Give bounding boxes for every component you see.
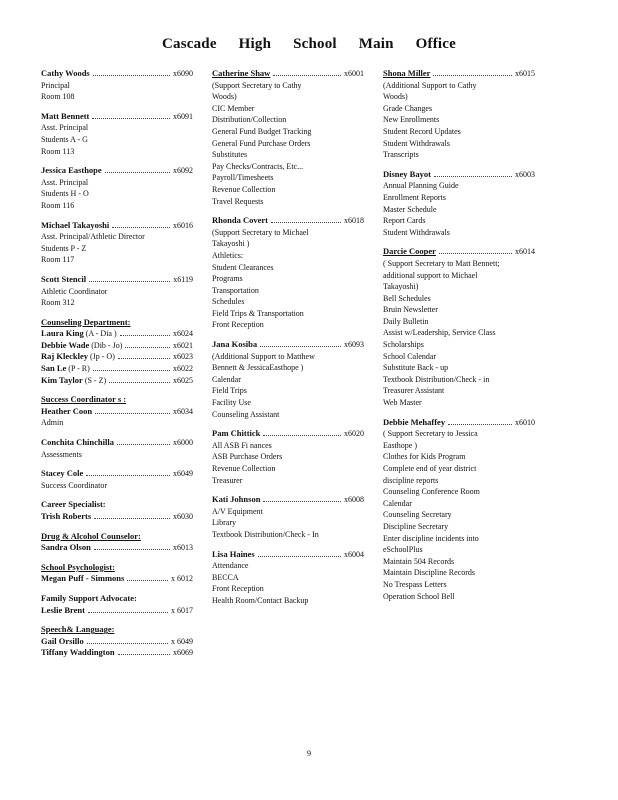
staff-duty: Athletic Coordinator [41, 286, 108, 296]
staff-duty: Attendance [212, 561, 249, 571]
speech-language-section [41, 624, 193, 659]
staff-duty: CIC Member [212, 103, 255, 113]
staff-extension: x 6012 [171, 574, 193, 584]
staff-duty: Travel Requests [212, 196, 264, 206]
staff-name: Tiffany Waddington [41, 647, 115, 658]
staff-entry [41, 437, 193, 460]
staff-entry [41, 68, 193, 103]
staff-duty: additional support to Michael [383, 270, 478, 280]
staff-duty: Room 117 [41, 255, 75, 265]
staff-duty: Student Withdrawals [383, 227, 450, 237]
family-support-section [41, 593, 193, 616]
staff-duty: Facility Use [212, 398, 251, 408]
staff-duty: Assessments [41, 449, 82, 459]
staff-duty: Asst. Principal [41, 177, 89, 187]
staff-duty: Maintain 504 Records [383, 556, 455, 566]
success-section [41, 394, 193, 429]
staff-duty: Calendar [212, 374, 241, 384]
staff-duty: Substitute Back - up [383, 363, 449, 373]
staff-duty: Discipline Secretary [383, 521, 449, 531]
staff-extension: x6010 [515, 417, 535, 427]
counselor-name: Raj Kleckley [41, 351, 88, 362]
section-header: Counseling Department: [41, 316, 131, 327]
staff-duty: Daily Bulletin [383, 316, 429, 326]
staff-name: Pam Chittick [212, 428, 261, 439]
staff-name: Jessica Easthope [41, 165, 102, 176]
staff-entry [212, 68, 364, 207]
staff-duty: Textbook Distribution/Check - In [212, 529, 319, 539]
staff-extension: x 6017 [171, 605, 193, 615]
staff-duty: (Support Secretary to Cathy [212, 80, 302, 90]
staff-name: Sandra Olson [41, 542, 91, 553]
staff-duty: Bruin Newsletter [383, 305, 438, 315]
staff-duty: Enrollment Reports [383, 192, 446, 202]
staff-duty: A/V Equipment [212, 506, 263, 516]
staff-name: Cathy Woods [41, 68, 90, 78]
column-middle [212, 68, 364, 615]
staff-name: Catherine Shaw [212, 68, 271, 78]
staff-duty: Field Trips & Transportation [212, 308, 304, 318]
counselor-range: (Dib - Jo) [91, 340, 123, 350]
staff-duty: Takayoshi ) [212, 239, 250, 249]
staff-extension: x6016 [173, 220, 193, 230]
staff-entry [383, 246, 535, 408]
staff-name: Gail Orsillo [41, 635, 84, 646]
staff-duty: Web Master [383, 398, 422, 408]
staff-extension: x6091 [173, 111, 193, 121]
staff-entry [41, 220, 193, 266]
counselor-extension: x6023 [173, 352, 193, 362]
staff-duty: Principal [41, 80, 70, 90]
staff-name: Darcie Cooper [383, 246, 436, 257]
counselor-extension: x6024 [173, 329, 193, 339]
staff-entry [41, 165, 193, 211]
section-header: Drug & Alcohol Counselor: [41, 530, 141, 541]
counselor-range: (S - Z) [84, 375, 107, 385]
staff-extension: x6119 [173, 274, 193, 284]
staff-extension: x6092 [173, 166, 193, 176]
staff-duty: ( Support Secretary to Matt Bennett; [383, 258, 500, 268]
staff-duty: Clothes for Kids Program [383, 452, 466, 462]
staff-name: Heather Coon [41, 405, 93, 416]
staff-duty: Front Reception [212, 584, 264, 594]
staff-duty: Woods) [383, 92, 408, 102]
staff-extension: x6069 [173, 648, 193, 658]
staff-duty: Bennett & JessicaEasthope ) [212, 363, 304, 373]
staff-duty: (Additional Support to Matthew [212, 351, 315, 361]
staff-name: Matt Bennett [41, 110, 90, 121]
counselor-range: (A - Dia ) [85, 329, 117, 339]
staff-entry [41, 468, 193, 491]
staff-name: Disney Bayot [383, 168, 431, 179]
staff-name: Leslie Brent [41, 604, 85, 615]
page-number: 9 [307, 749, 311, 758]
staff-extension: x6013 [173, 543, 193, 553]
staff-extension: x6014 [515, 247, 535, 257]
staff-duty: Field Trips [212, 386, 247, 396]
staff-duty: Easthope ) [383, 440, 417, 450]
staff-duty: Front Reception [212, 320, 264, 330]
staff-name: Stacey Cole [41, 468, 84, 479]
section-header: Speech& Language: [41, 624, 115, 635]
staff-entry [41, 274, 193, 309]
staff-duty: Asst. Principal [41, 123, 89, 133]
staff-duty: Operation School Bell [383, 591, 455, 601]
section-header: Family Support Advocate: [41, 592, 137, 603]
section-header: School Psychologist: [41, 561, 115, 572]
staff-extension: x6000 [173, 438, 193, 448]
staff-extension: x6090 [173, 69, 193, 78]
staff-duty: Substitutes [212, 150, 248, 160]
staff-duty: No Trespass Letters [383, 579, 447, 589]
staff-duty: Payroll/Timesheets [212, 173, 274, 183]
staff-duty: Room 312 [41, 298, 75, 308]
staff-name: Jana Kosiba [212, 339, 258, 350]
counselor-row [41, 363, 193, 375]
staff-duty: Students H - O [41, 189, 89, 199]
counselor-row [41, 351, 193, 363]
staff-duty: Room 113 [41, 146, 75, 156]
staff-entry [212, 549, 364, 607]
staff-duty: discipline reports [383, 475, 439, 485]
staff-duty: Room 116 [41, 200, 75, 210]
staff-duty: Schedules [212, 297, 245, 307]
staff-entry [383, 417, 535, 603]
staff-entry [212, 428, 364, 486]
counselor-name: Kim Taylor [41, 374, 83, 385]
counselor-range: (P - R) [68, 364, 90, 374]
staff-duty: Health Room/Contact Backup [212, 595, 309, 605]
counseling-section [41, 317, 193, 387]
section-header: Success Coordinator s : [41, 394, 127, 405]
staff-duty: Athletics: [212, 250, 244, 260]
staff-duty: Student Record Updates [383, 126, 461, 136]
column-right [383, 68, 535, 610]
staff-duty: Bell Schedules [383, 293, 431, 303]
staff-duty: Revenue Collection [212, 184, 276, 194]
staff-extension: x6004 [344, 549, 364, 559]
staff-entry [383, 169, 535, 239]
staff-duty: Library [212, 518, 236, 528]
staff-name: Lisa Haines [212, 548, 255, 559]
counselor-row [41, 340, 193, 352]
counselor-extension: x6021 [173, 340, 193, 350]
counselor-row [41, 328, 193, 340]
counselor-extension: x6025 [173, 375, 193, 385]
page-title: Cascade High School Main Office [161, 36, 457, 52]
staff-duty: General Fund Purchase Orders [212, 138, 311, 148]
counselor-row [41, 375, 193, 387]
staff-duty: (Support Secretary to Michael [212, 227, 309, 237]
staff-duty: ASB Purchase Orders [212, 452, 283, 462]
counselor-range: (Jp - O) [89, 352, 115, 362]
staff-duty: New Enrollments [383, 115, 440, 125]
career-section [41, 499, 193, 522]
staff-duty: Students P - Z [41, 243, 87, 253]
staff-name: Kati Johnson [212, 494, 261, 505]
staff-duty: Assist w/Leadership, Service Class [383, 328, 496, 338]
counselor-name: San Le [41, 363, 67, 374]
staff-duty: School Calendar [383, 351, 437, 361]
staff-duty: ( Support Secretary to Jessica [383, 429, 478, 439]
staff-extension: x6008 [344, 495, 364, 505]
staff-duty: Enter discipline incidents into [383, 533, 479, 543]
staff-duty: Student Clearances [212, 262, 274, 272]
staff-extension: x6003 [515, 169, 535, 179]
staff-duty: Takayoshi) [383, 282, 419, 292]
staff-duty: Maintain Discipline Records [383, 568, 475, 578]
staff-duty: Room 108 [41, 92, 75, 102]
staff-duty: Admin [41, 418, 64, 428]
staff-duty: Revenue Collection [212, 464, 276, 473]
staff-name: Debbie Mehaffey [383, 416, 446, 427]
staff-name: Scott Stencil [41, 273, 87, 284]
staff-duty: Treasurer [212, 475, 243, 485]
section-header: Career Specialist: [41, 499, 106, 510]
staff-duty: Master Schedule [383, 204, 437, 214]
staff-entry [212, 339, 364, 420]
staff-duty: Grade Changes [383, 103, 433, 113]
drug-alcohol-section [41, 531, 193, 554]
staff-name: Michael Takayoshi [41, 219, 110, 230]
staff-duty: Textbook Distribution/Check - in [383, 374, 490, 384]
staff-entry [383, 68, 535, 161]
staff-name: Shona Miller [383, 68, 431, 78]
staff-extension: x6020 [344, 429, 364, 439]
staff-duty: Treasurer Assistant [383, 386, 445, 396]
staff-extension: x6034 [173, 406, 193, 416]
staff-duty: Report Cards [383, 216, 426, 226]
staff-duty: Distribution/Collection [212, 115, 287, 125]
staff-name: Trish Roberts [41, 511, 92, 521]
staff-duty: Complete end of year district [383, 464, 477, 473]
staff-duty: All ASB Fi nances [212, 440, 272, 450]
staff-extension: x6030 [173, 512, 193, 521]
counselor-name: Laura King [41, 328, 84, 339]
staff-entry [41, 111, 193, 157]
staff-duty: Counseling Assistant [212, 409, 280, 419]
staff-duty: eSchoolPlus [383, 545, 423, 555]
staff-name: Rhonda Covert [212, 215, 268, 226]
staff-duty: Students A - G [41, 134, 88, 144]
staff-name: Megan Puff - Simmons [41, 573, 125, 584]
staff-duty: Scholarships [383, 340, 424, 350]
staff-extension: x6015 [515, 69, 535, 78]
staff-duty: Transcripts [383, 150, 419, 160]
staff-extension: x6001 [344, 69, 364, 78]
staff-duty: Counseling Conference Room [383, 487, 480, 497]
staff-extension: x 6049 [171, 636, 193, 646]
column-left [41, 68, 193, 667]
staff-duty: (Additional Support to Cathy [383, 80, 477, 90]
staff-duty: Woods) [212, 92, 237, 102]
staff-duty: Pay Checks/Contracts, Etc... [212, 161, 304, 171]
staff-entry [212, 215, 364, 331]
staff-name: Conchita Chinchilla [41, 437, 114, 448]
staff-duty: Success Coordinator [41, 480, 107, 490]
staff-duty: Student Withdrawals [383, 138, 450, 148]
counselor-name: Debbie Wade [41, 339, 90, 350]
staff-extension: x6018 [344, 216, 364, 226]
staff-entry [212, 494, 364, 540]
psychologist-section [41, 562, 193, 585]
staff-extension: x6049 [173, 469, 193, 479]
staff-duty: Counseling Secretary [383, 510, 452, 520]
staff-duty: Annual Planning Guide [383, 181, 459, 191]
staff-duty: General Fund Budget Tracking [212, 126, 312, 136]
staff-extension: x6093 [344, 340, 364, 350]
staff-duty: Calendar [383, 498, 412, 508]
counselor-extension: x6022 [173, 364, 193, 374]
staff-duty: BECCA [212, 572, 239, 582]
staff-duty: Programs [212, 274, 243, 284]
staff-duty: Transportation [212, 285, 259, 295]
staff-duty: Asst. Principal/Athletic Director [41, 232, 145, 242]
